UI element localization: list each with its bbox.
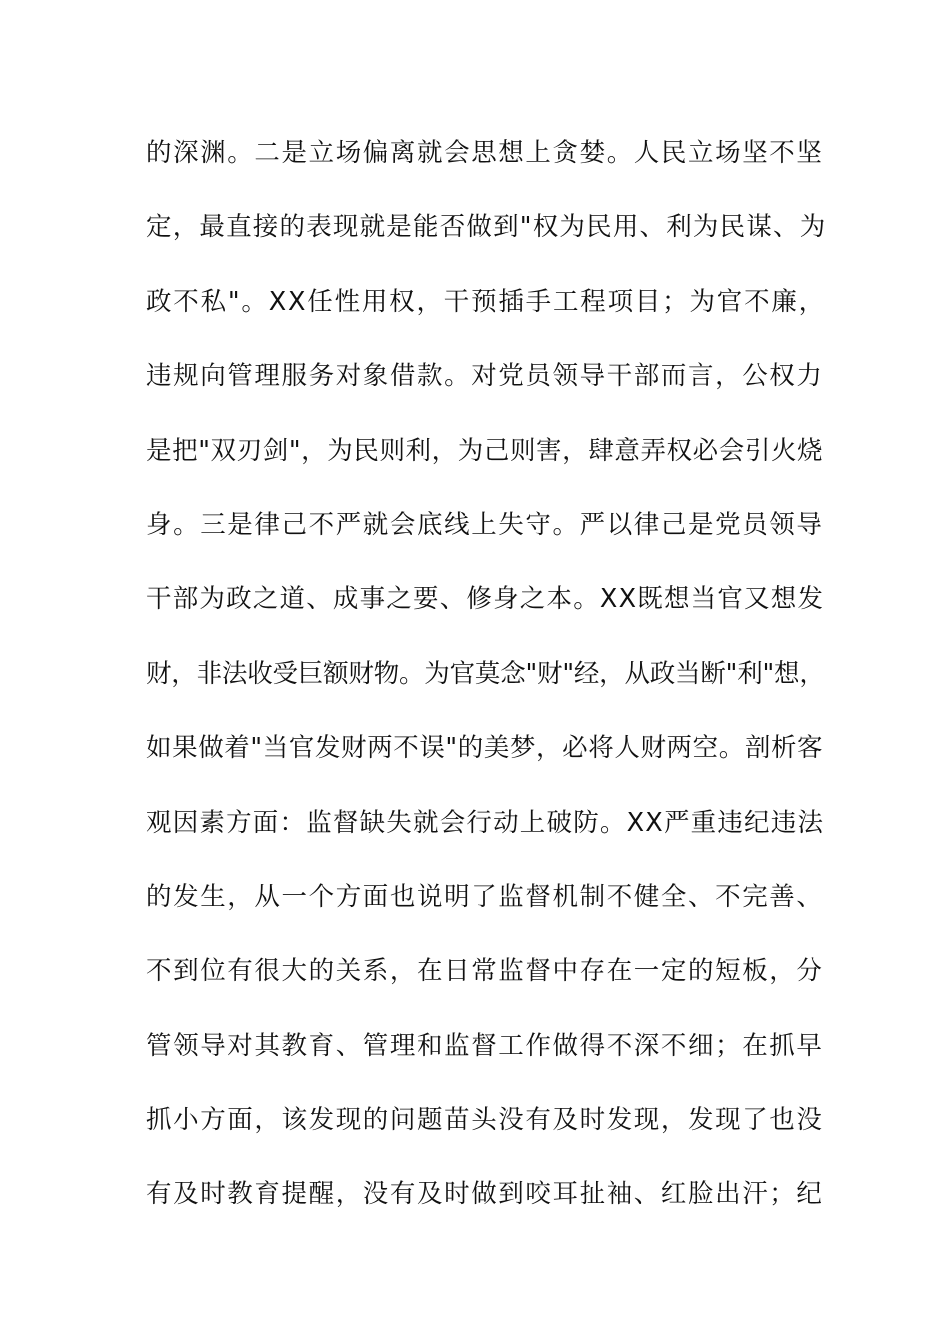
text-line: 是把"双刃剑"，为民则利，为己则害，肆意弄权必会引火烧 <box>146 435 824 466</box>
text-line: 的深渊。二是立场偏离就会思想上贪婪。人民立场坚不坚 <box>146 138 824 168</box>
text-line: 抓小方面，该发现的问题苗头没有及时发现，发现了也没 <box>146 1105 824 1136</box>
text-line: 定，最直接的表现就是能否做到"权为民用、利为民谋、为 <box>146 212 827 243</box>
text-line: 干部为政之道、成事之要、修身之本。XX既想当官又想发 <box>146 584 825 615</box>
text-line: 的发生，从一个方面也说明了监督机制不健全、不完善、 <box>146 881 824 912</box>
text-line: 身。三是律己不严就会底线上失守。严以律己是党员领导 <box>146 509 824 540</box>
text-line: 政不私"。XX任性用权，干预插手工程项目；为官不廉， <box>146 286 826 317</box>
text-line: 如果做着"当官发财两不误"的美梦，必将人财两空。剖析客 <box>146 733 824 764</box>
text-line: 不到位有很大的关系，在日常监督中存在一定的短板，分 <box>146 956 824 987</box>
text-line: 有及时教育提醒，没有及时做到咬耳扯袖、红脸出汗；纪 <box>146 1179 824 1210</box>
text-line: 财，非法收受巨额财物。为官莫念"财"经，从政当断"利"想， <box>146 658 825 689</box>
body-text <box>146 126 826 1242</box>
text-line: 管领导对其教育、管理和监督工作做得不深不细；在抓早 <box>146 1030 824 1061</box>
text-line: 观因素方面：监督缺失就会行动上破防。XX严重违纪违法 <box>146 807 825 838</box>
text-line: 违规向管理服务对象借款。对党员领导干部而言，公权力 <box>146 361 824 392</box>
